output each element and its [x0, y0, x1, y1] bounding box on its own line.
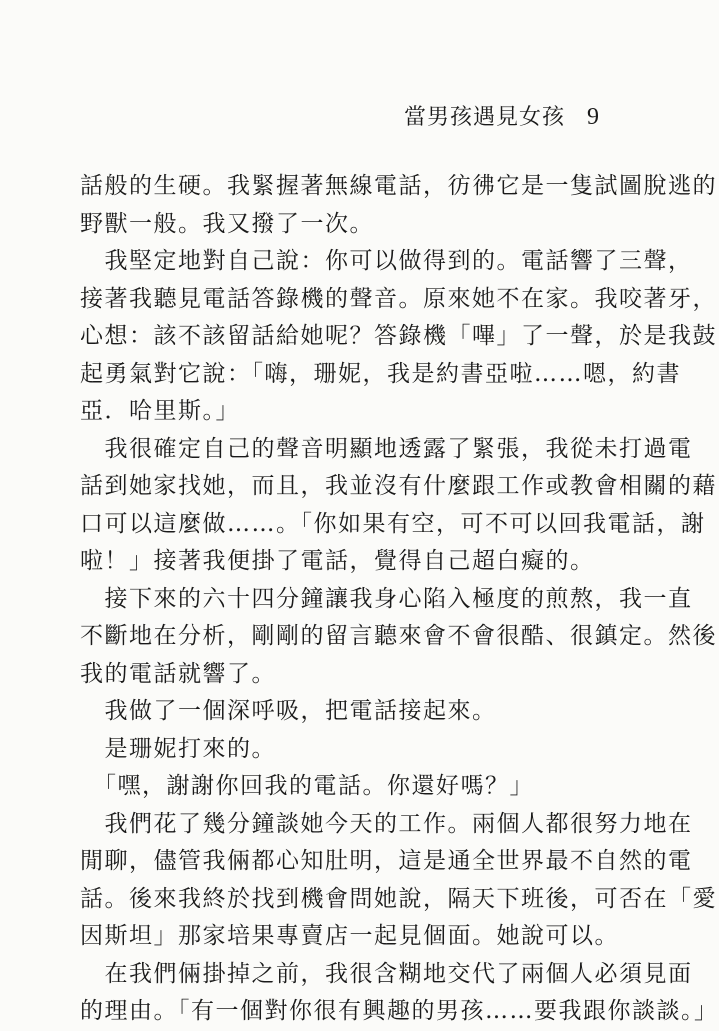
text-line: 我做了一個深呼吸，把電話接起來。	[80, 698, 497, 724]
text-line: 接著我聽見電話答錄機的聲音。原來她不在家。我咬著牙，	[80, 285, 717, 312]
text-line: 野獸一般。我又撥了一次。	[80, 210, 374, 237]
text-line: 我的電話就響了。	[80, 660, 276, 687]
text-line: 亞．哈里斯。」	[80, 398, 240, 424]
text-line: 心想：該不該留話給她呢？答錄機「嗶」了一聲，於是我鼓	[80, 323, 717, 349]
text-line: 不斷地在分析，剛剛的留言聽來會不會很酷、很鎮定。然後	[80, 623, 717, 649]
text-line: 是珊妮打來的。	[80, 735, 276, 762]
text-line: 在我們倆掛掉之前，我很含糊地交代了兩個人必須見面	[80, 960, 693, 987]
text-line: 的理由。「有一個對你很有興趣的男孩……要我跟你談談。」	[80, 998, 719, 1024]
text-line: 接下來的六十四分鐘讓我身心陷入極度的煎熬，我一直	[80, 585, 693, 612]
book-title: 當男孩遇見女孩	[403, 105, 565, 130]
text-line: 我們花了幾分鐘談她今天的工作。兩個人都很努力地在	[80, 810, 693, 837]
text-line: 口可以這麼做……。「你如果有空，可不可以回我電話，謝	[80, 510, 706, 537]
text-line: 閒聊，儘管我倆都心知肚明，這是通全世界最不自然的電	[80, 848, 693, 874]
text-line: 「嘿，謝謝你回我的電話。你還好嗎？」	[80, 773, 534, 799]
text-line: 我堅定地對自己說：你可以做得到的。電話響了三聲，	[80, 248, 693, 274]
text-line: 話到她家找她，而且，我並沒有什麼跟工作或教會相關的藉	[80, 473, 717, 499]
page-number: 9	[587, 104, 600, 130]
body-text	[80, 168, 719, 1031]
text-line: 我很確定自己的聲音明顯地透露了緊張，我從未打過電	[80, 435, 693, 462]
text-line: 因斯坦」那家培果專賣店一起見個面。她說可以。	[80, 923, 619, 949]
text-line: 話般的生硬。我緊握著無線電話，彷彿它是一隻試圖脫逃的	[80, 173, 717, 199]
text-line: 啦！」接著我便掛了電話，覺得自己超白癡的。	[80, 548, 595, 574]
running-head	[404, 100, 600, 131]
text-line: 起勇氣對它說：「嗨，珊妮，我是約書亞啦……嗯，約書	[80, 360, 681, 387]
text-line: 話。後來我終於找到機會問她說，隔天下班後，可否在「愛	[80, 885, 717, 912]
